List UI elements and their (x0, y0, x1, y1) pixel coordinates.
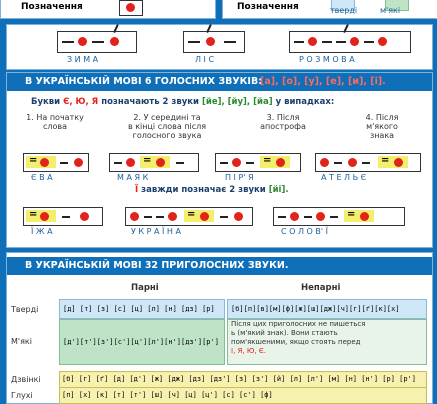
legend-label-left: Позначення (21, 2, 83, 12)
legend-hard-label: тверді (330, 6, 358, 15)
scheme-atelye: = (315, 153, 421, 172)
scheme-yizha: = (23, 207, 103, 226)
word-atelye: А Т Е Л Ь Є (321, 173, 367, 182)
word-yeva: Є В А (31, 173, 53, 182)
case-3: 3. Після апострофа (260, 113, 306, 131)
case-1: 1. На початку слова (26, 113, 84, 131)
voiceless-row-label: Глухі (11, 391, 33, 400)
word-rozmova: Р О З М О В А (299, 55, 355, 64)
word-schemes-panel (6, 24, 433, 70)
vowels-list: [а], [о], [у], [е], [и], [і]. (260, 76, 386, 87)
yi-rule: Ї завжди позначає 2 звуки [йі]. (135, 185, 289, 195)
hard-unpaired-cell: [б][п][в][м][ф][ж][ш][дж][ч][г][ґ][к][х] (227, 299, 427, 319)
legend-soft-label: м'які (380, 6, 401, 15)
scheme-mayak: = (109, 153, 199, 172)
word-zyma: З И М А (67, 55, 99, 64)
soft-note: Після цих приголосних не пишеться ь (м'який знак). Вони стають пом'якшеними, якщо стоять перед І, Я, Ю, Є. (227, 319, 427, 365)
case-2: 2. У середині та в кінці слова після голосного звука (127, 113, 207, 140)
case-4: 4. Після м'якого знака (365, 113, 399, 140)
word-mayak: М А Я К (117, 173, 149, 182)
soft-paired-cell: [д'][т'][з'][с'][ц'][л'][н'][дз'][р'] (59, 319, 225, 365)
voiceless-cell: [п] [х] [к] [т] [т'] [ш] [ч] [ц] [ц'] [с] [с'] [ф] (59, 387, 427, 404)
legend-panel-left (0, 0, 216, 19)
consonants-heading: В УКРАЇНСЬКІЙ МОВІ 32 ПРИГОЛОСНИХ ЗВУКИ. (7, 257, 432, 275)
soft-row-label: М'які (11, 337, 32, 346)
word-solovyi: С О Л О В' Ї (281, 227, 328, 236)
vowels-heading: В УКРАЇНСЬКІЙ МОВІ 6 ГОЛОСНИХ ЗВУКІВ: [а], [о], [у], [е], [и], [і]. (7, 73, 432, 91)
vowel-symbol (119, 0, 143, 16)
word-pirya: П І Р' Я (225, 173, 254, 182)
paired-header: Парні (131, 283, 159, 293)
scheme-yeva: = (23, 153, 89, 172)
scheme-ukraina: = (125, 207, 253, 226)
scheme-zyma (57, 31, 137, 53)
word-yizha: Ї Ж А (31, 227, 53, 236)
word-lis: Л І С (195, 55, 215, 64)
word-ukraina: У К Р А Ї Н А (131, 227, 181, 236)
scheme-rozmova (289, 31, 411, 53)
voiced-row-label: Дзвінкі (11, 375, 41, 384)
scheme-pirya: = (215, 153, 301, 172)
unpaired-header: Непарні (301, 283, 341, 293)
scheme-lis (183, 31, 245, 53)
voiced-cell: [б] [г] [ґ] [д] [д'] [ж] [дж] [дз] [дз'] [з] [з'] [й] [л] [л'] [м] [н] [н'] [р] [р'] (59, 371, 427, 388)
hard-row-label: Тверді (11, 305, 39, 314)
hard-paired-cell: [д] [т] [з] [с] [ц] [л] [н] [дз] [р] (59, 299, 225, 319)
iotated-rule: Букви Є, Ю, Я позначають 2 звуки [йе], [йу], [йа] у випадках: (31, 97, 335, 107)
consonants-panel (6, 252, 433, 404)
scheme-solovyi: = (273, 207, 405, 226)
legend-label-right: Позначення (237, 2, 299, 12)
vowels-panel (6, 72, 433, 248)
